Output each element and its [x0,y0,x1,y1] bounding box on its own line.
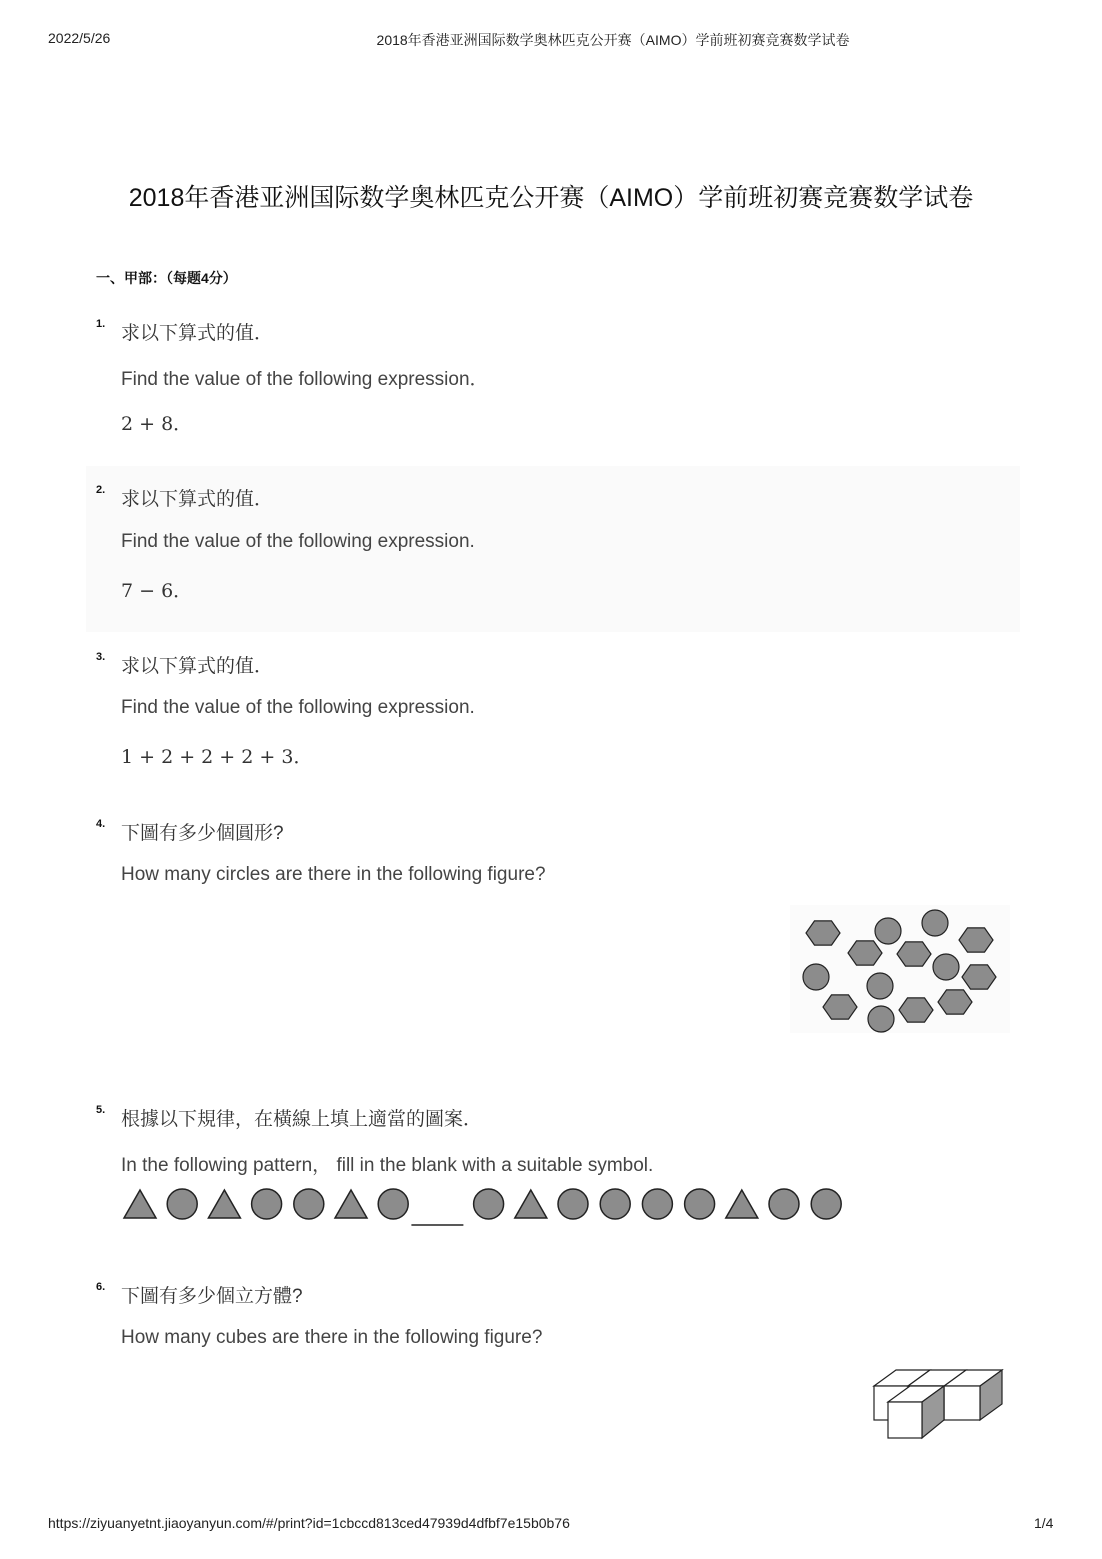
pattern-triangle [726,1190,758,1218]
question-expression: 2 + 8． [121,413,193,435]
cubes-figure [870,1366,1006,1442]
question-text-cn: 下圖有多少個圓形? [121,823,284,844]
figure-circle [868,1006,894,1032]
pattern-circle [294,1189,324,1219]
pattern-row [120,1184,865,1228]
pattern-circle [252,1189,282,1219]
pattern-circle [558,1189,588,1219]
pattern-triangle [335,1190,367,1218]
question-number: 4. [96,818,106,830]
question-text-en: Find the value of the following expression． [121,369,489,390]
question-text-cn: 下圖有多少個立方體? [121,1286,303,1307]
pattern-circle [642,1189,672,1219]
figure-circle [867,973,893,999]
pattern-circle [474,1189,504,1219]
question-text-cn: 求以下算式的值． [121,656,274,677]
header-date: 2022/5/26 [48,30,111,46]
pattern-circle [685,1189,715,1219]
pattern-triangle [208,1190,240,1218]
figure-circle [875,918,901,944]
pattern-circle [811,1189,841,1219]
pattern-triangle [515,1190,547,1218]
pattern-circle [600,1189,630,1219]
question-expression: 1 + 2 + 2 + 2 + 3． [121,746,313,768]
question-text-cn: 根據以下規律，在橫線上填上適當的圖案． [121,1109,483,1130]
question-number: 2. [96,484,106,496]
question-number: 1. [96,318,106,330]
pattern-circle [769,1189,799,1219]
question-number: 3. [96,651,106,663]
question-expression: 7 − 6． [121,580,193,602]
question-text-en: In the following pattern， fill in the blank with a suitable symbol. [121,1155,654,1176]
circles-hexagons-figure [790,905,1010,1040]
page-title: 2018年香港亚洲国际数学奥林匹克公开赛（AIMO）学前班初赛竞赛数学试卷 [128,184,974,212]
footer-page-number: 1/4 [1034,1515,1054,1531]
question-number: 6. [96,1281,106,1293]
figure-circle [803,964,829,990]
question-text-en: Find the value of the following expression. [121,697,475,718]
question-text-en: Find the value of the following expression. [121,531,475,552]
figure-circle [933,954,959,980]
section-heading: 一、甲部：（每题4分） [96,270,237,286]
pattern-circle [378,1189,408,1219]
question-number: 5. [96,1104,106,1116]
header-title: 2018年香港亚洲国际数学奥林匹克公开赛（AIMO）学前班初赛竞赛数学试卷 [376,32,850,48]
footer-url: https://ziyuanyetnt.jiaoyanyun.com/#/print?id=1cbccd813ced47939d4dfbf7e15b0b76 [48,1515,570,1531]
question-text-cn: 求以下算式的值． [121,489,274,510]
figure-circle [922,910,948,936]
question-text-en: How many circles are there in the following figure? [121,864,546,885]
question-text-en: How many cubes are there in the following figure? [121,1327,543,1348]
pattern-triangle [124,1190,156,1218]
question-text-cn: 求以下算式的值． [121,323,274,344]
pattern-circle [167,1189,197,1219]
